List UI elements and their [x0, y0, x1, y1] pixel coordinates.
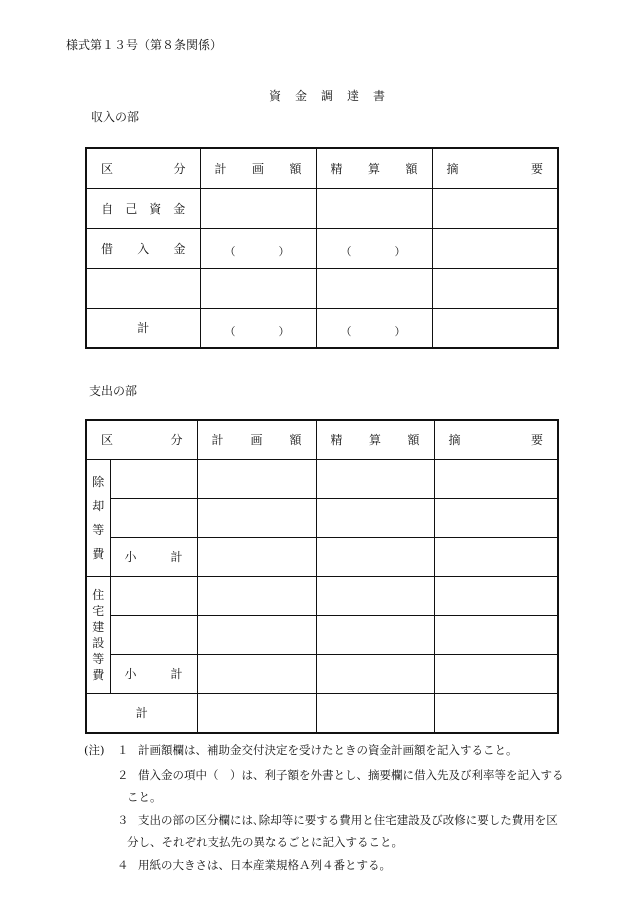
- expense-subtotal-row: [86, 654, 558, 693]
- demolition-costs-label: 除 却 等 費: [86, 459, 110, 576]
- note-4-number: ４: [117, 858, 129, 872]
- note-2-number: ２: [117, 768, 129, 782]
- subtotal-label: 小 計: [110, 654, 197, 693]
- cell-input[interactable]: [434, 693, 558, 733]
- income-row-own-funds: [86, 188, 558, 228]
- cell-input[interactable]: [197, 537, 316, 576]
- header-planned-amount: 計 画 額: [200, 148, 316, 188]
- note-3: 支出の部の区分欄には､除却等に要する費用と住宅建設及び改修に要した費用を区: [138, 813, 558, 827]
- expense-total-row: [86, 693, 558, 733]
- cell-input[interactable]: [432, 228, 558, 268]
- cell-input[interactable]: [316, 498, 434, 537]
- expense-row: [86, 615, 558, 654]
- form-number: 様式第１３号（第８条関係）: [66, 38, 223, 52]
- loan-label: 借 入 金: [86, 228, 200, 268]
- header-category: 区 分: [86, 420, 197, 459]
- cell-input[interactable]: [197, 615, 316, 654]
- expense-subtotal-row: [86, 537, 558, 576]
- note-2: 借入金の項中（ ）は、利子額を外書とし、摘要欄に借入先及び利率等を記入する: [138, 768, 564, 782]
- note-2-continued: こと。: [127, 790, 162, 804]
- income-section-label: 収入の部: [91, 110, 140, 124]
- cell-input[interactable]: [197, 498, 316, 537]
- header-category: 区 分: [86, 148, 200, 188]
- header-remarks: 摘 要: [434, 420, 558, 459]
- cell-input[interactable]: [316, 693, 434, 733]
- expense-row: [86, 459, 558, 498]
- income-header-row: [86, 148, 558, 188]
- cell-input[interactable]: [197, 576, 316, 615]
- cell-input[interactable]: （ ）: [200, 228, 316, 268]
- expense-header-row: [86, 420, 558, 459]
- header-settled-amount: 精 算 額: [316, 148, 432, 188]
- income-row-total: [86, 308, 558, 348]
- total-label: 計: [86, 308, 200, 348]
- cell-input[interactable]: [110, 615, 197, 654]
- cell-input[interactable]: [316, 268, 432, 308]
- total-label: 計: [86, 693, 197, 733]
- note-1: 計画額欄は、補助金交付決定を受けたときの資金計画額を記入すること。: [138, 743, 518, 757]
- cell-input[interactable]: [197, 693, 316, 733]
- cell-input[interactable]: [316, 615, 434, 654]
- cell-input[interactable]: [316, 654, 434, 693]
- note-3-number: ３: [117, 813, 129, 827]
- subtotal-label: 小 計: [110, 537, 197, 576]
- cell-input[interactable]: （ ）: [316, 228, 432, 268]
- cell-input[interactable]: [316, 537, 434, 576]
- cell-input[interactable]: [434, 654, 558, 693]
- cell-input[interactable]: [432, 308, 558, 348]
- header-planned-amount: 計 画 額: [197, 420, 316, 459]
- expense-row: [86, 576, 558, 615]
- cell-input[interactable]: [432, 188, 558, 228]
- cell-input[interactable]: [110, 459, 197, 498]
- notes-prefix: (注): [84, 743, 105, 757]
- own-funds-label: 自 己 資 金: [86, 188, 200, 228]
- cell-input[interactable]: [110, 576, 197, 615]
- cell-input[interactable]: [86, 268, 200, 308]
- income-row-blank: [86, 268, 558, 308]
- cell-input[interactable]: [434, 498, 558, 537]
- cell-input[interactable]: （ ）: [200, 308, 316, 348]
- cell-input[interactable]: [434, 615, 558, 654]
- note-1-number: １: [117, 743, 129, 757]
- cell-input[interactable]: [434, 459, 558, 498]
- cell-input[interactable]: [316, 576, 434, 615]
- expense-table: [85, 419, 559, 734]
- cell-input[interactable]: （ ）: [316, 308, 432, 348]
- housing-construction-costs-label: 住 宅 建 設 等 費: [86, 576, 110, 693]
- page-title: 資 金 調 達 書: [269, 89, 387, 103]
- cell-input[interactable]: [434, 576, 558, 615]
- cell-input[interactable]: [316, 188, 432, 228]
- header-settled-amount: 精 算 額: [316, 420, 434, 459]
- cell-input[interactable]: [434, 537, 558, 576]
- cell-input[interactable]: [197, 459, 316, 498]
- note-3-continued: 分し、それぞれ支払先の異なるごとに記入すること。: [127, 835, 403, 849]
- header-remarks: 摘 要: [432, 148, 558, 188]
- income-row-loan: [86, 228, 558, 268]
- cell-input[interactable]: [316, 459, 434, 498]
- cell-input[interactable]: [197, 654, 316, 693]
- expense-row: [86, 498, 558, 537]
- note-4: 用紙の大きさは、日本産業規格Ａ列４番とする。: [138, 858, 391, 872]
- cell-input[interactable]: [200, 188, 316, 228]
- cell-input[interactable]: [432, 268, 558, 308]
- cell-input[interactable]: [200, 268, 316, 308]
- expense-section-label: 支出の部: [89, 384, 138, 398]
- income-table: [85, 147, 559, 349]
- cell-input[interactable]: [110, 498, 197, 537]
